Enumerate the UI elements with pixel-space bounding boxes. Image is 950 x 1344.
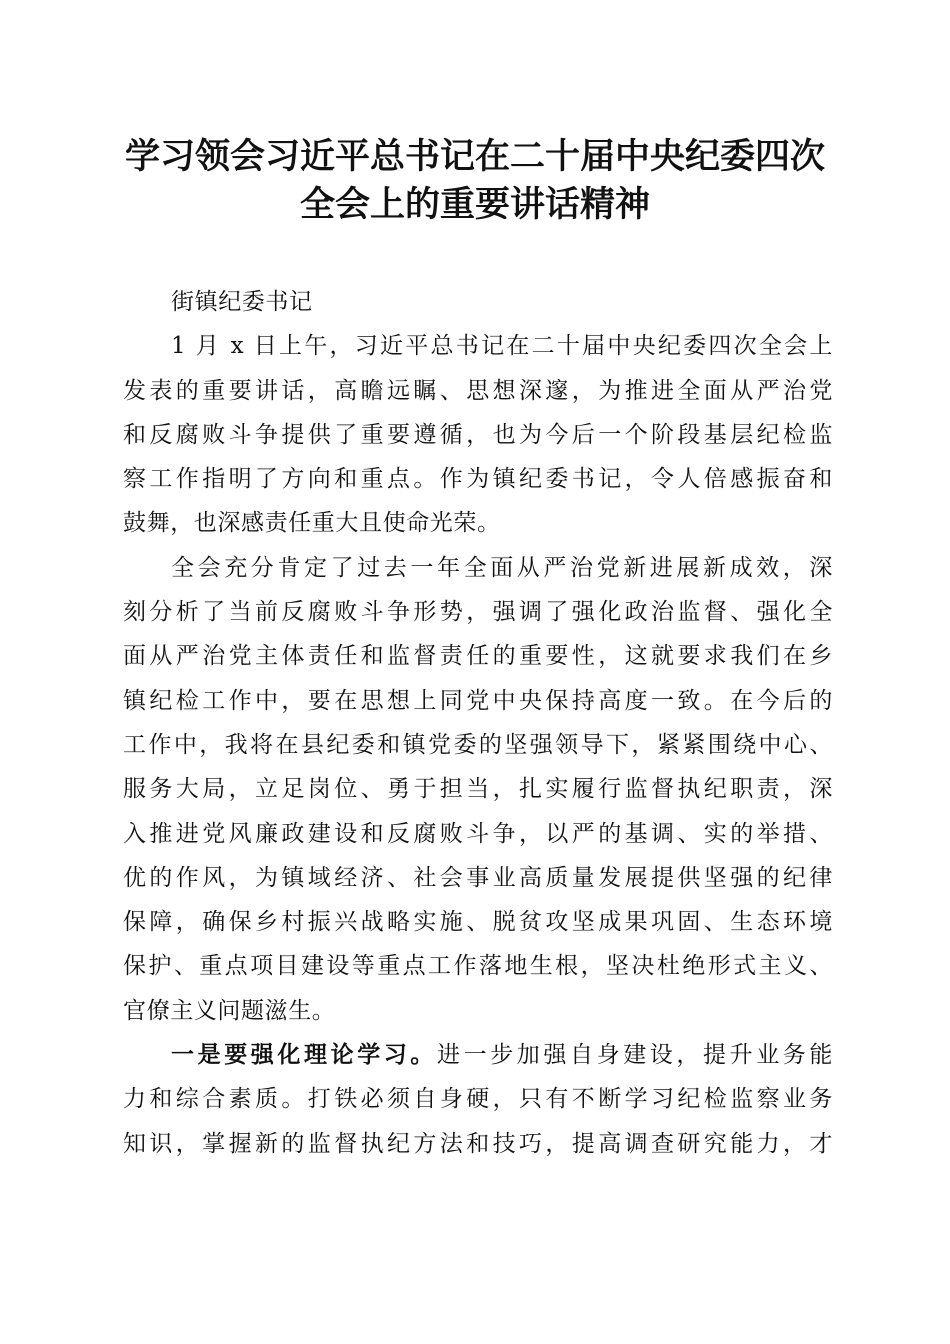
paragraph-2-line-10: 保护、重点项目建设等重点工作落地生根，坚决杜绝形式主义、 <box>123 953 833 980</box>
paragraph-2-line-8: 优的作风，为镇域经济、社会事业高质量发展提供坚强的纪律 <box>123 864 833 891</box>
paragraph-2-line-11: 官僚主义问题滋生。 <box>123 997 336 1024</box>
paragraph-2-line-9: 保障，确保乡村振兴战略实施、脱贫攻坚成果巩固、生态环境 <box>123 909 833 936</box>
paragraph-3-heading: 一是要强化理论学习。 <box>171 1041 437 1069</box>
paragraph-1-line-2: 发表的重要讲话，高瞻远瞩、思想深邃，为推进全面从严治党 <box>123 377 833 404</box>
paragraph-2-line-2: 刻分析了当前反腐败斗争形势，强调了强化政治监督、强化全 <box>123 599 833 626</box>
paragraph-1-line-4: 察工作指明了方向和重点。作为镇纪委书记，令人倍感振奋和 <box>123 466 833 493</box>
paragraph-3-line-2: 力和综合素质。打铁必须自身硬，只有不断学习纪检监察业务 <box>123 1086 833 1113</box>
author-line: 街镇纪委书记 <box>171 289 313 315</box>
paragraph-1-line-5: 鼓舞，也深感责任重大且使命光荣。 <box>123 510 501 537</box>
paragraph-2-line-7: 入推进党风廉政建设和反腐败斗争，以严的基调、实的举措、 <box>123 820 833 847</box>
document-title-line-1: 学习领会习近平总书记在二十届中央纪委四次 <box>124 136 825 177</box>
paragraph-2-line-5: 工作中，我将在县纪委和镇党委的坚强领导下，紧紧围绕中心、 <box>123 731 833 758</box>
paragraph-3-line-1-rest: 进一步加强自身建设，提升业务能 <box>437 1042 833 1069</box>
paragraph-1-line-1: 1 月 x 日上午，习近平总书记在二十届中央纪委四次全会上 <box>171 333 833 360</box>
paragraph-1-line-3: 和反腐败斗争提供了重要遵循，也为今后一个阶段基层纪检监 <box>123 421 833 448</box>
paragraph-2-line-1: 全会充分肯定了过去一年全面从严治党新进展新成效，深 <box>171 554 833 581</box>
document-body <box>123 280 833 1166</box>
paragraph-2-line-3: 面从严治党主体责任和监督责任的重要性，这就要求我们在乡 <box>123 643 833 670</box>
paragraph-3-line-3: 知识，掌握新的监督执纪方法和技巧，提高调查研究能力，才 <box>123 1130 833 1157</box>
paragraph-3-line-1 <box>123 1033 833 1077</box>
paragraph-2-line-4: 镇纪检工作中，要在思想上同党中央保持高度一致。在今后的 <box>123 687 833 714</box>
paragraph-2-line-6: 服务大局，立足岗位、勇于担当，扎实履行监督执纪职责，深 <box>123 776 833 803</box>
document-title-line-2: 全会上的重要讲话精神 <box>299 184 650 225</box>
